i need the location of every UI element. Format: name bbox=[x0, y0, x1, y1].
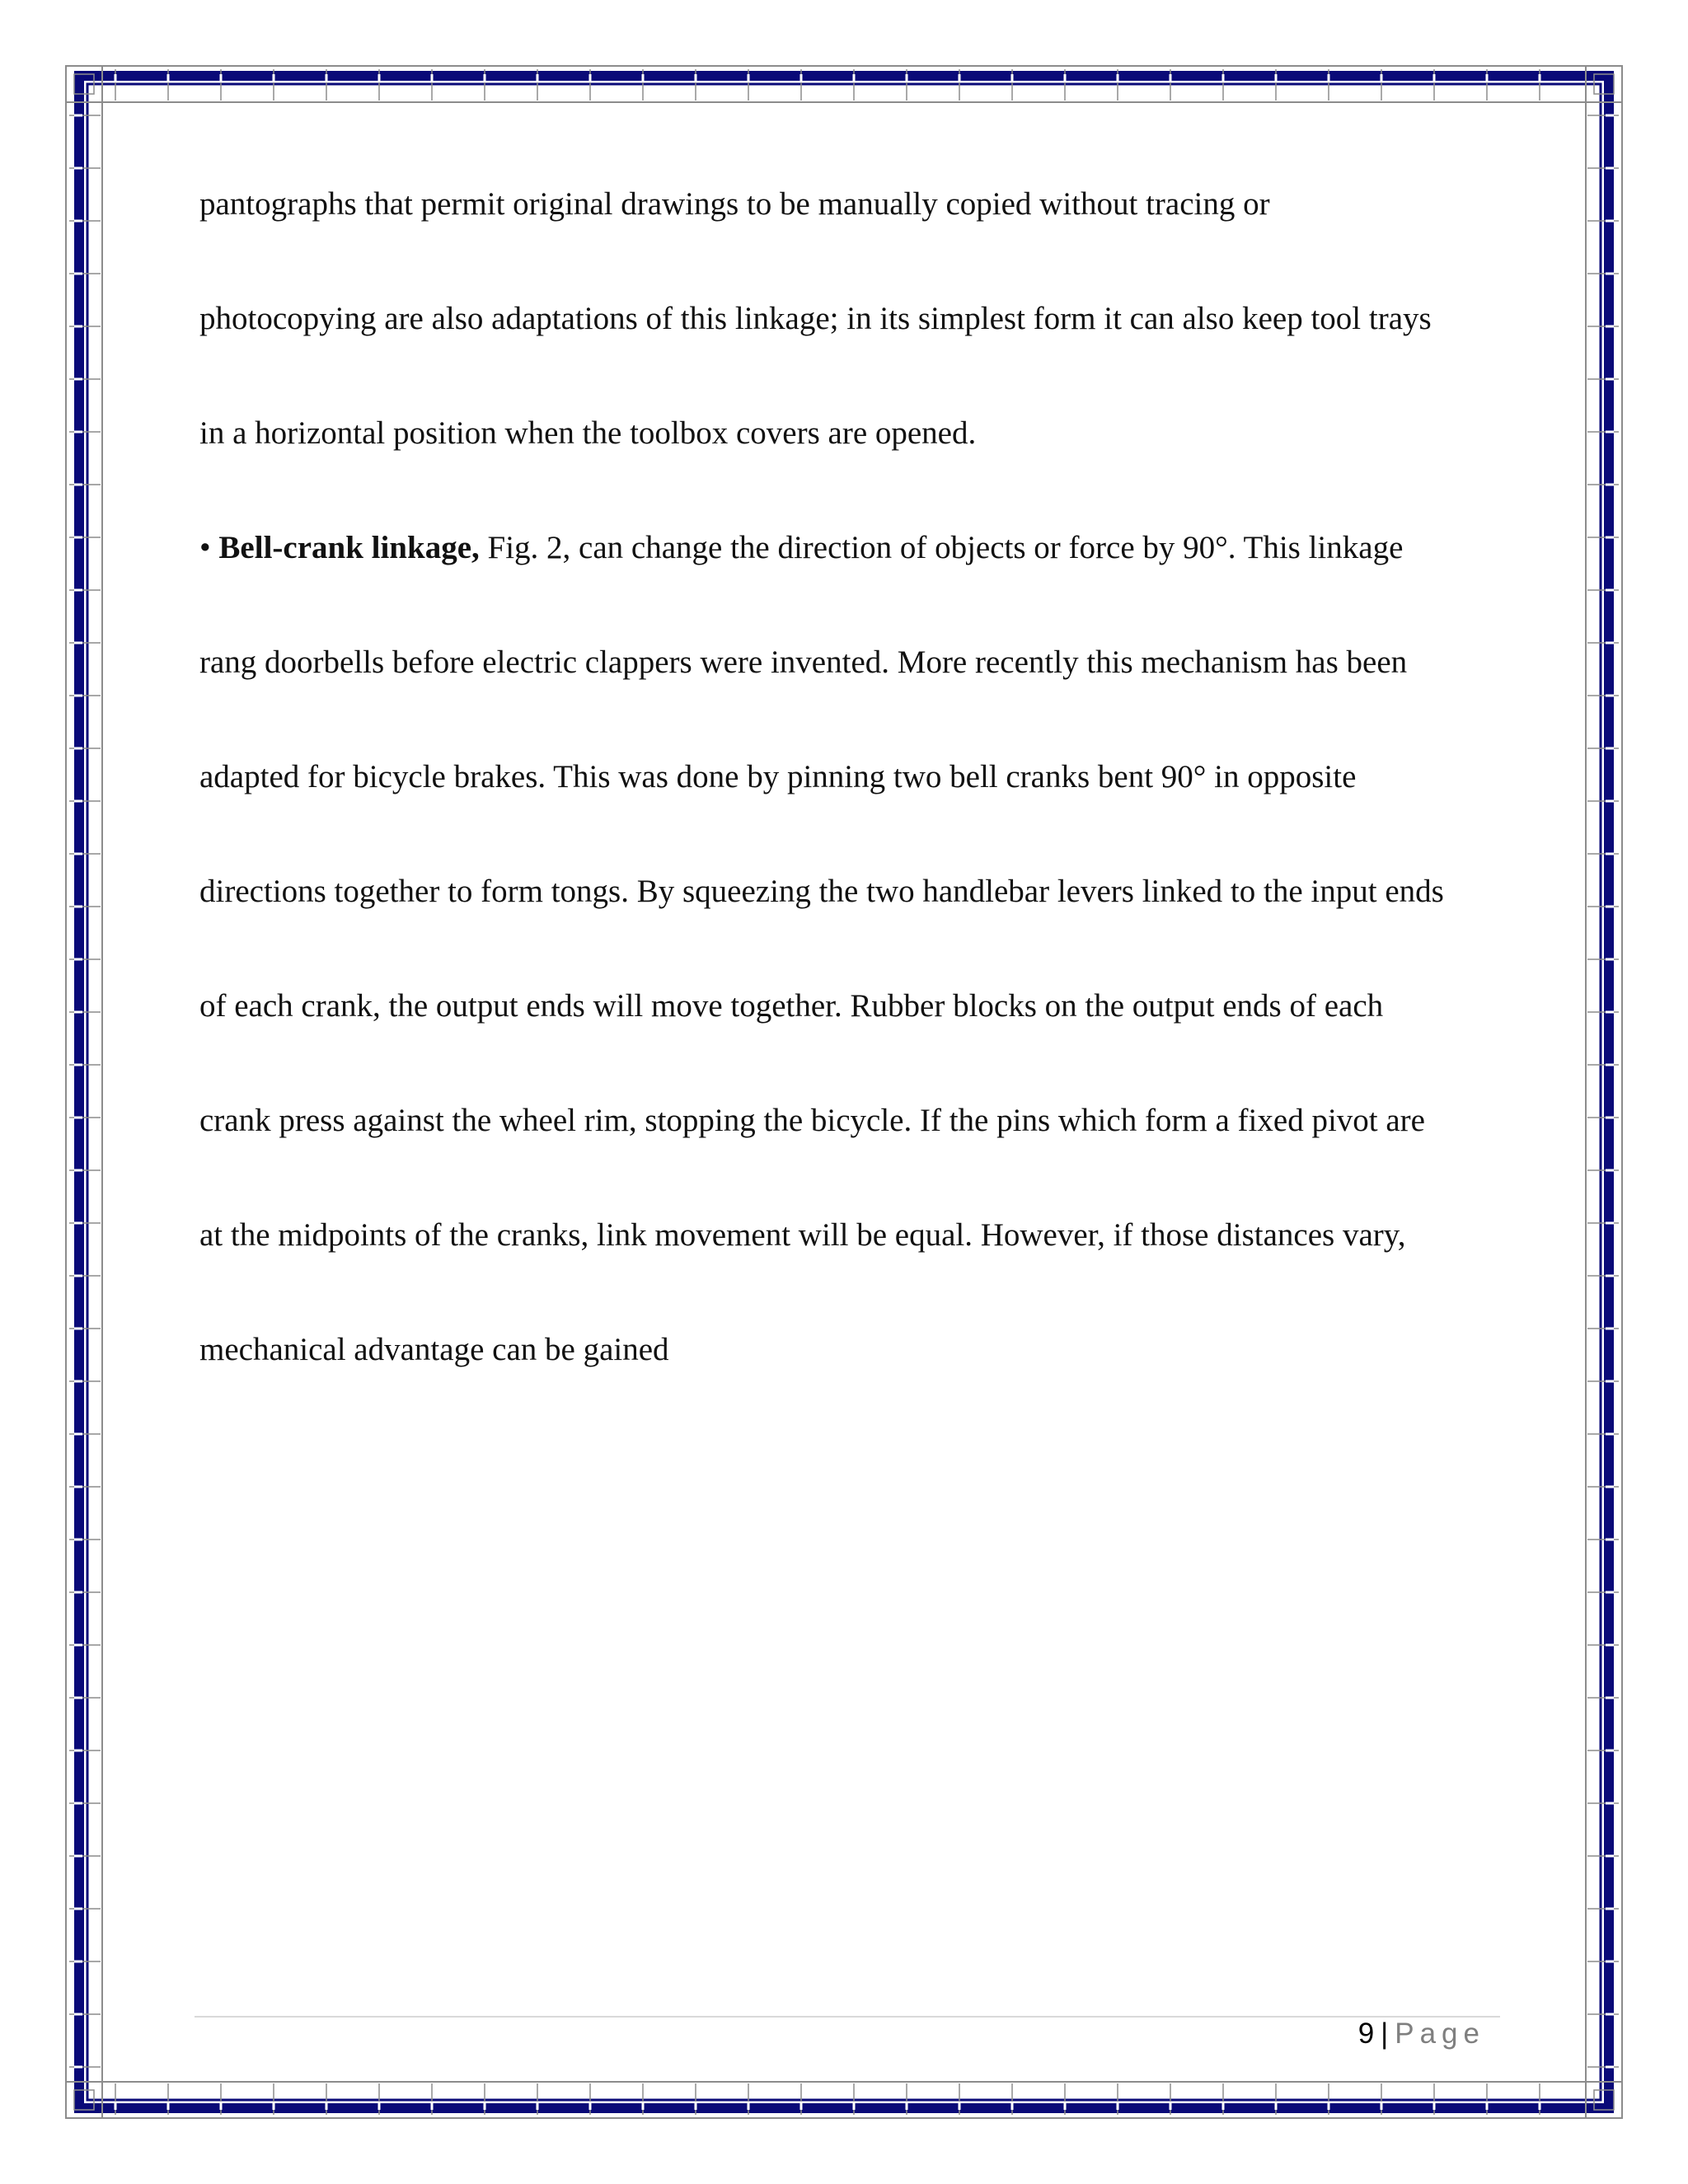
page-label: Page bbox=[1395, 2018, 1485, 2050]
body-line-8: of each crank, the output ends will move together. Rubber blocks on the output ends of each bbox=[199, 988, 1384, 1024]
inner-thin-frame bbox=[102, 102, 1586, 2082]
body-line-5: rang doorbells before electric clappers were invented. More recently this mechanism has been bbox=[199, 644, 1408, 680]
body-line-11: mechanical advantage can be gained bbox=[199, 1332, 669, 1367]
body-line-3: in a horizontal position when the toolbox covers are opened. bbox=[199, 415, 977, 451]
outer-thin-frame bbox=[66, 66, 1622, 2118]
bullet-marker: • bbox=[199, 530, 211, 565]
body-line-2: photocopying are also adaptations of this linkage; in its simplest form it can also keep tool trays bbox=[199, 301, 1432, 336]
body-line-7: directions together to form tongs. By squeezing the two handlebar levers linked to the input ends bbox=[199, 874, 1444, 909]
footer-rule bbox=[195, 2016, 1500, 2018]
body-line-10: at the midpoints of the cranks, link movement will be equal. However, if those distances vary, bbox=[199, 1217, 1406, 1253]
body-line-6: adapted for bicycle brakes. This was done by pinning two bell cranks bent 90° in opposite bbox=[199, 759, 1357, 794]
bullet-rest: Fig. 2, can change the direction of objects or force by 90°. This linkage bbox=[479, 530, 1404, 565]
bullet-term: Bell-crank linkage, bbox=[218, 530, 480, 565]
navy-frame bbox=[79, 76, 1609, 2108]
body-line-9: crank press against the wheel rim, stopping the bicycle. If the pins which form a fixed pivot are bbox=[199, 1103, 1425, 1138]
bullet-paragraph-start bbox=[199, 532, 1403, 564]
page-number: 9 bbox=[1357, 2018, 1375, 2050]
navy-frame-inner bbox=[87, 84, 1601, 2100]
page-footer bbox=[1358, 2019, 1485, 2048]
body-line-1: pantographs that permit original drawings to be manually copied without tracing or bbox=[199, 186, 1270, 222]
footer-separator: | bbox=[1381, 2018, 1389, 2050]
